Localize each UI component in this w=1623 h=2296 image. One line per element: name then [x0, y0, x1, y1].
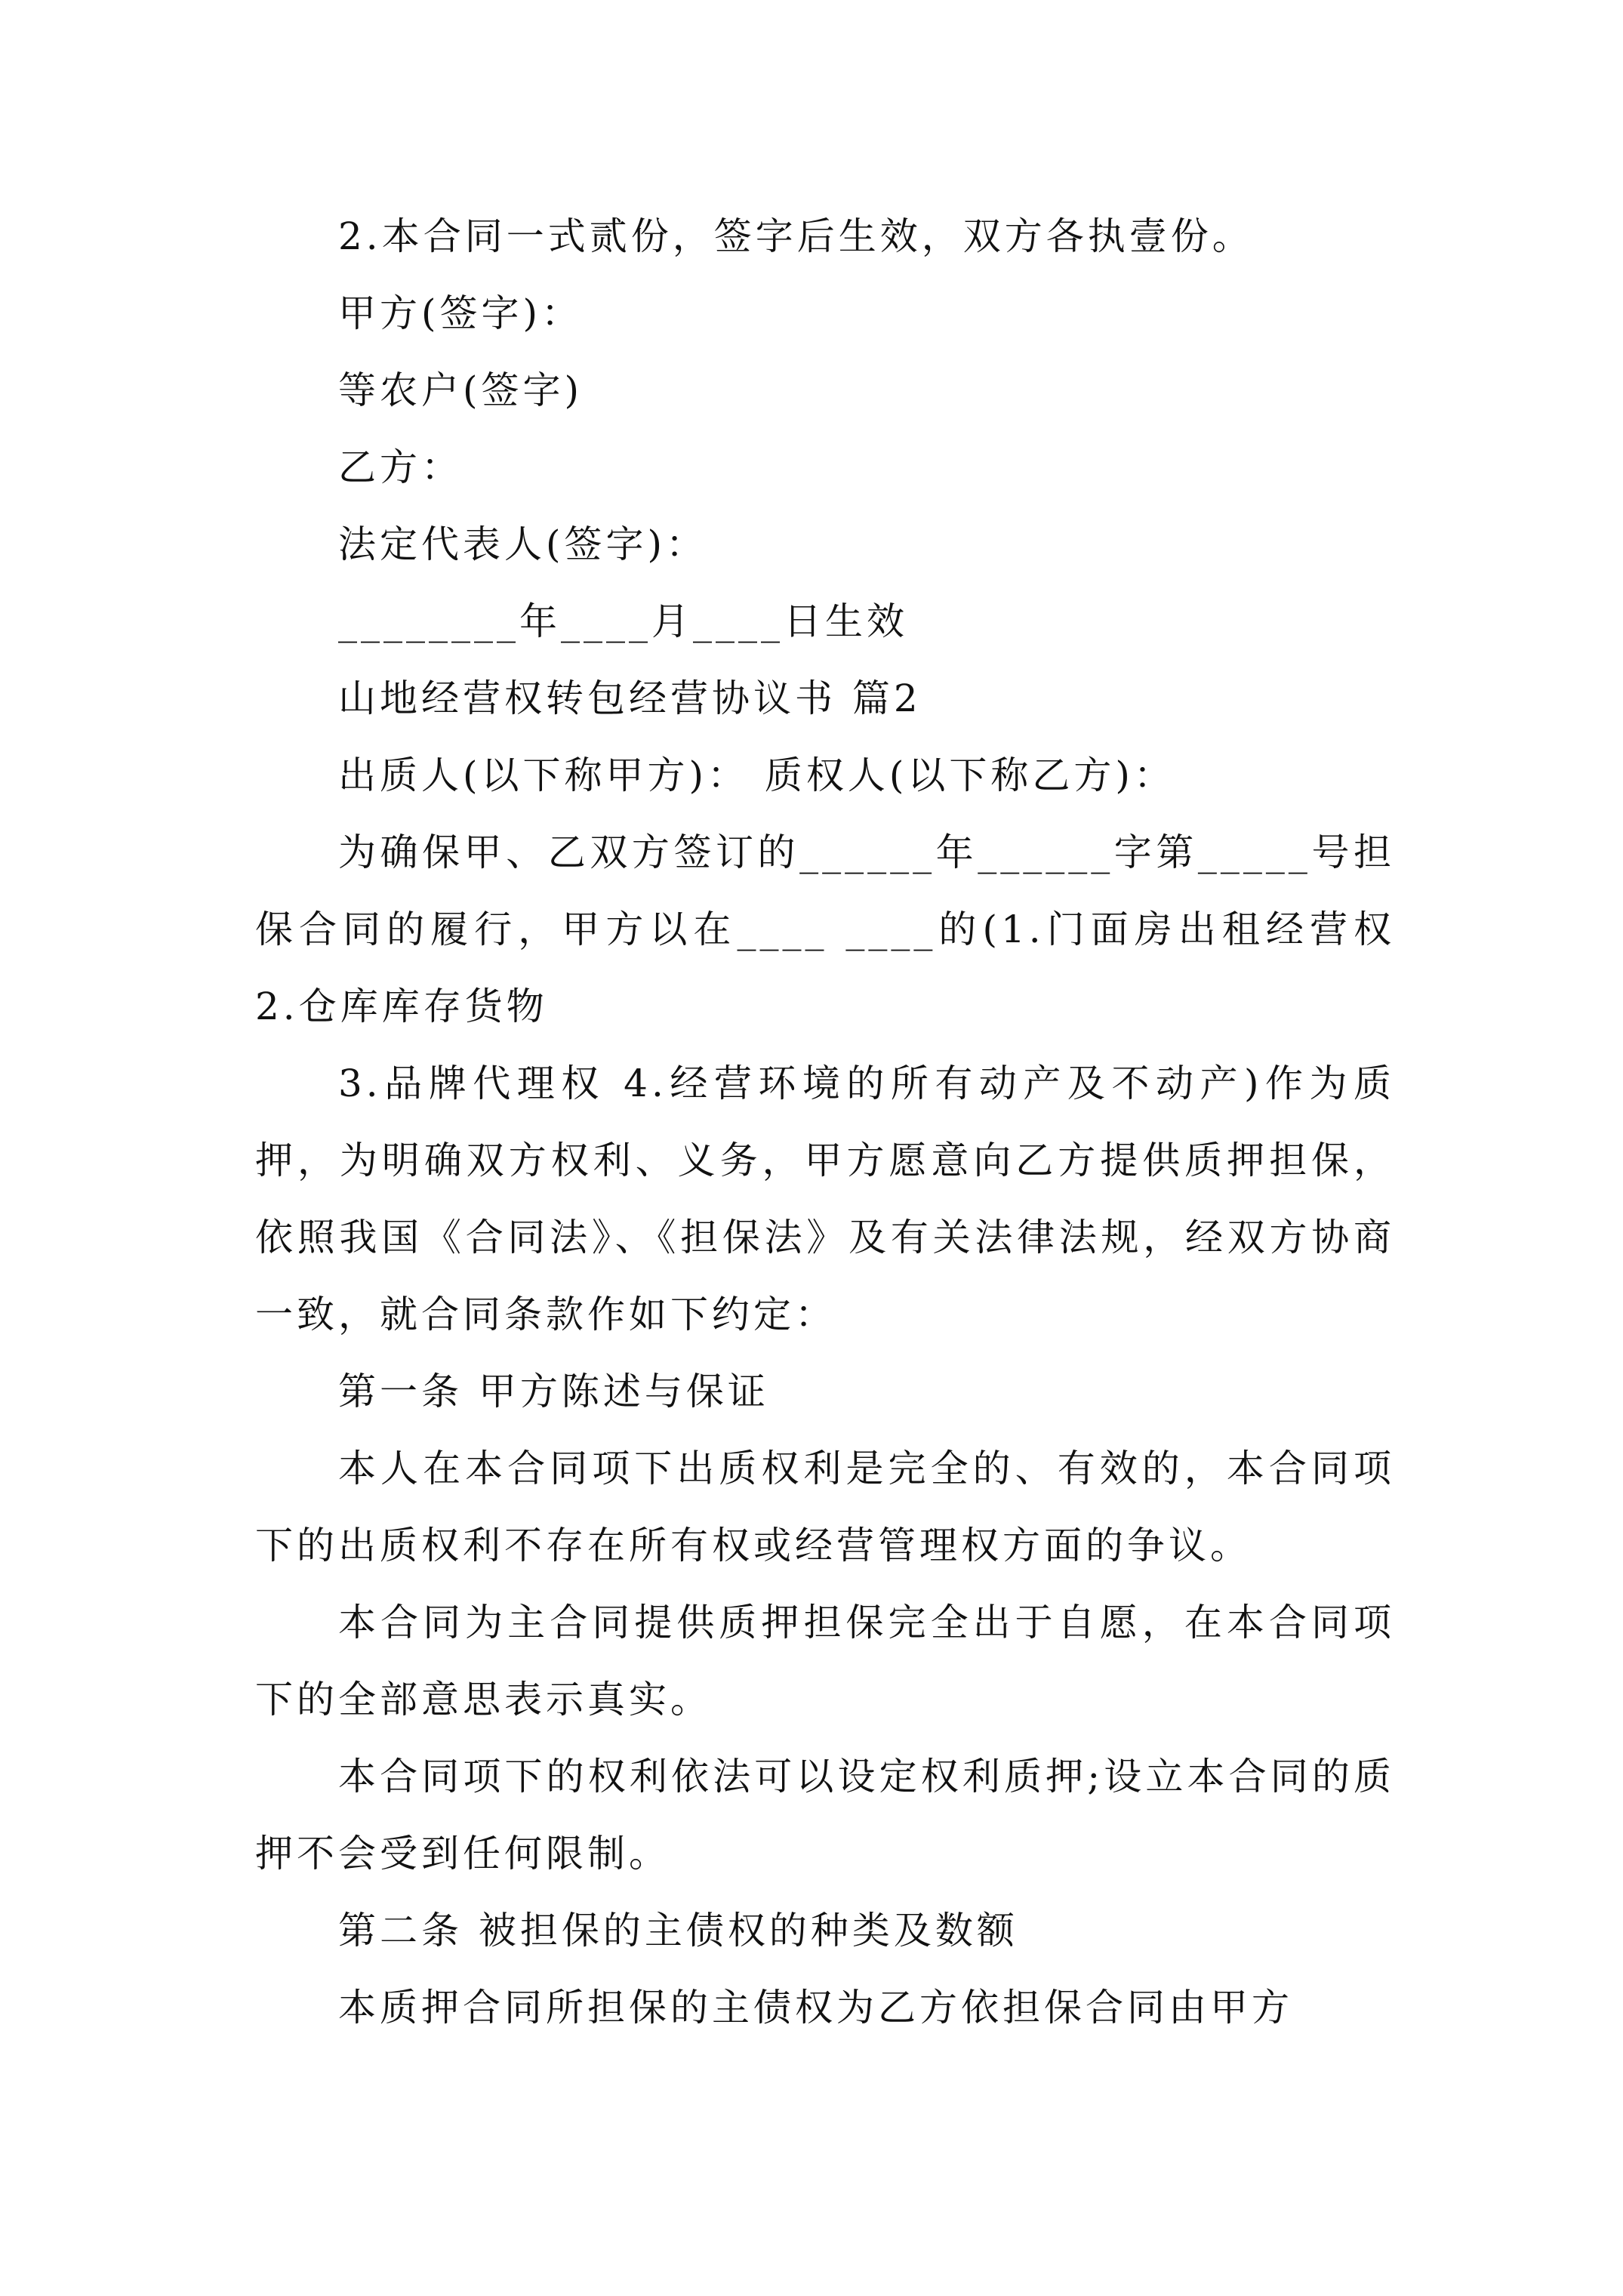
agreement-title: 山地经营权转包经营协议书 篇2 [338, 676, 922, 720]
paragraph-purpose: 为确保甲、乙双方签订的______年______字第_____号担保合同的履行，甲方以在____ ____的(1.门面房出租经营权 2.仓库库存货物 [255, 831, 1395, 1028]
party-a-signature-line: 甲方(签字)： [338, 291, 584, 335]
article-1-para-1: 本人在本合同项下出质权利是完全的、有效的，本合同项下的出质权利不存在所有权或经营管理权方面的争议。 [255, 1447, 1395, 1567]
article-2-heading: 第二条 被担保的主债权的种类及数额 [338, 1909, 1018, 1952]
party-b-line: 乙方： [338, 445, 463, 489]
paragraph-effective-clause: 2.本合同一式贰份，签字后生效，双方各执壹份。 [338, 214, 1254, 258]
effective-date-line: ________年____月____日生效 [338, 599, 908, 643]
article-1-heading: 第一条 甲方陈述与保证 [338, 1370, 769, 1413]
legal-representative-line: 法定代表人(签字)： [338, 522, 708, 566]
article-1-para-3: 本合同项下的权利依法可以设定权利质押;设立本合同的质押不会受到任何限制。 [255, 1755, 1395, 1875]
article-1-para-2: 本合同为主合同提供质押担保完全出于自愿，在本合同项下的全部意思表示真实。 [255, 1601, 1395, 1721]
document-body [255, 198, 1395, 2046]
article-2-para-1: 本质押合同所担保的主债权为乙方依担保合同由甲方 [338, 1986, 1293, 2029]
paragraph-pledge-scope: 3.品牌代理权 4.经营环境的所有动产及不动产)作为质押，为明确双方权利、义务，甲方愿意向乙方提供质押担保，依照我国《合同法》、《担保法》及有关法律法规，经双方协商一致，就合同条款作如下约定： [255, 1062, 1395, 1336]
parties-line: 出质人(以下称甲方)： 质权人(以下称乙方)： [338, 754, 1175, 797]
farmers-signature-line: 等农户(签字) [338, 368, 584, 412]
